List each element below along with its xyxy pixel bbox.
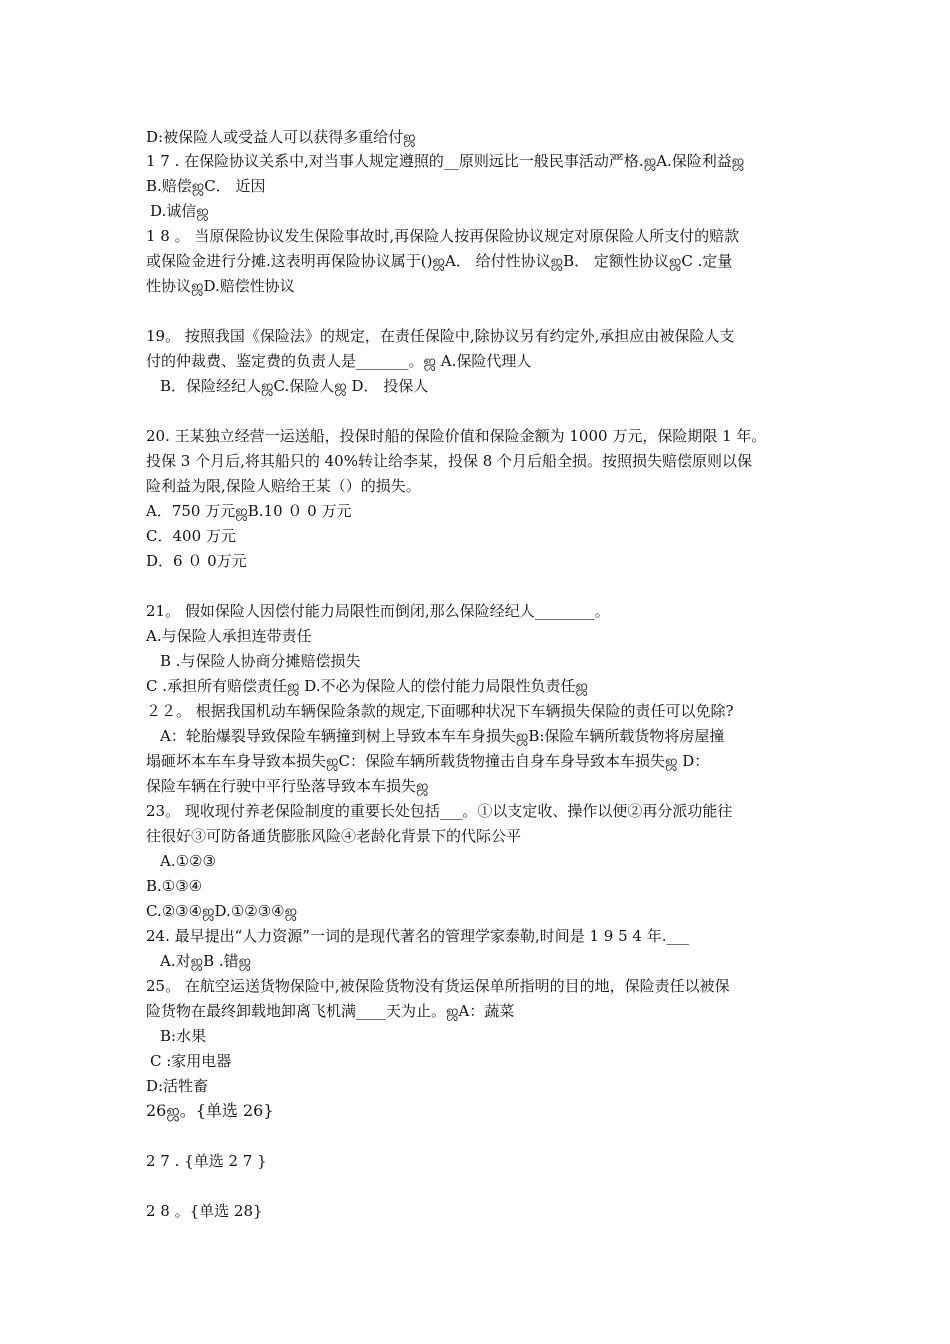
option-c-q20: C．400 万元	[146, 527, 236, 545]
question-17: 1 7 . 在保险协议关系中,对当事人规定遵照的__原则远比一般民事活动严格.ஜA.保险利益ஜ	[146, 152, 745, 170]
options-q19: B．保险经纪人ஜC.保险人ஜ D． 投保人	[160, 377, 429, 395]
option-d-q16: D:被保险人或受益人可以获得多重给付ஜ	[146, 128, 416, 146]
question-18-line-2: 或保险金进行分摊.这表明再保险协议属于()ஜA． 给付性协议ஜB． 定额性协议ஜC .定量	[146, 252, 733, 270]
question-25-line-1: 25。 在航空运送货物保险中,被保险货物没有货运保单所指明的目的地，保险责任以被保	[146, 977, 730, 995]
question-20-line-2: 投保 3 个月后,将其船只的 40%转让给李某，投保 8 个月后船全损。按照损失赔偿原则以保	[146, 452, 753, 470]
question-24: 24. 最早提出“人力资源”一词的是现代著名的管理学家泰勒,时间是 1 9 5 4 年.___	[146, 927, 690, 945]
option-b-q25: B:水果	[160, 1027, 207, 1045]
question-19-line-1: 19。 按照我国《保险法》的规定，在责任保险中,除协议另有约定外,承担应由被保险人支	[146, 327, 735, 345]
options-q23-cd: C.②③④ஜD.①②③④ஜ	[146, 902, 298, 920]
question-27: 2 7 . {单选 2 7 }	[146, 1152, 267, 1170]
question-18-line-3: 性协议ஜD.赔偿性协议	[146, 277, 295, 295]
question-26: 26ஜ。{单选 26}	[146, 1101, 274, 1120]
options-q22-line-3: 保险车辆在行驶中平行坠落导致本车损失ஜ	[146, 777, 429, 795]
option-b-q21: B .与保险人协商分摊赔偿损失	[160, 652, 361, 670]
question-23-line-1: 23。 现收现付养老保险制度的重要长处包括___。①以支定收、操作以便②再分派功能往	[146, 802, 733, 820]
question-19-line-2: 付的仲裁费、鉴定费的负责人是_______。ஜ A.保险代理人	[146, 352, 532, 370]
options-q24: A.对ஜB .错ஜ	[160, 952, 252, 970]
option-a-q23: A.①②③	[160, 852, 216, 870]
options-q17-bc: B.赔偿ஜC． 近因	[146, 177, 266, 195]
option-b-q23: B.①③④	[146, 877, 203, 895]
question-22: ２２。 根据我国机动车辆保险条款的规定,下面哪种状况下车辆损失保险的责任可以免除?	[146, 702, 734, 720]
options-q20-ab: A．750 万元ஜB.10 ０ 0 万元	[146, 502, 352, 520]
option-d-q20: D．6 ０ 0万元	[146, 552, 247, 570]
question-21: 21。 假如保险人因偿付能力局限性而倒闭,那么保险经纪人________。	[146, 602, 610, 620]
question-28: 2 8 。{单选 28}	[146, 1202, 263, 1220]
question-20-line-3: 险利益为限,保险人赔给王某（）的损失。	[146, 477, 421, 495]
question-25-line-2: 险货物在最终卸载地卸离飞机满____天为止。ஜA：蔬菜	[146, 1002, 515, 1020]
question-23-line-2: 往很好③可防备通货膨胀风险④老龄化背景下的代际公平	[146, 827, 522, 845]
options-q22-line-1: A：轮胎爆裂导致保险车辆撞到树上导致本车车身损失ஜB:保险车辆所载货物将房屋撞	[160, 727, 725, 745]
option-a-q21: A.与保险人承担连带责任	[146, 627, 312, 645]
question-20-line-1: 20. 王某独立经营一运送船，投保时船的保险价值和保险金额为 1000 万元，保险期限 1 年。	[146, 427, 767, 445]
option-d-q25: D:活牲畜	[146, 1077, 209, 1095]
options-q21-cd: C .承担所有赔偿责任ஜ D.不必为保险人的偿付能力局限性负责任ஜ	[146, 677, 589, 695]
option-d-q17: D.诚信ஜ	[150, 202, 209, 220]
question-18-line-1: 1 8 。 当原保险协议发生保险事故时,再保险人按再保险协议规定对原保险人所支付的赔款	[146, 227, 740, 245]
option-c-q25: C :家用电器	[150, 1052, 232, 1070]
options-q22-line-2: 塌砸坏本车车身导致本损失ஜC：保险车辆所载货物撞击自身车身导致本车损失ஜ D：	[146, 752, 710, 770]
